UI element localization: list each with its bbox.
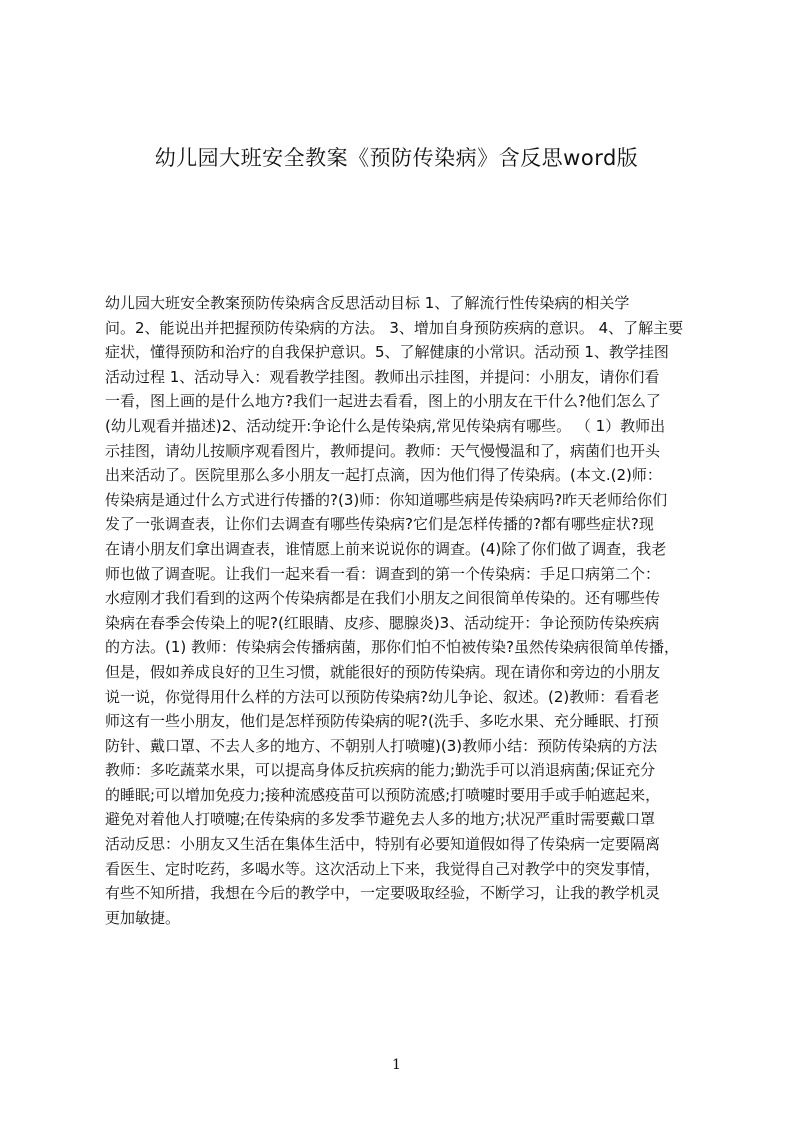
body-line: 师也做了调查呢。让我们一起来看一看：调查到的第一个传染病：手足口病第二个：: [105, 564, 661, 583]
document-body: [105, 291, 702, 930]
body-line: 问。2、能说出并把握预防传染病的方法。 3、增加自身预防疾病的意识。 4、了解主要: [105, 318, 684, 337]
page-number: 1: [392, 1057, 401, 1073]
body-line: 但是，假如养成良好的卫生习惯，就能很好的预防传染病。现在请你和旁边的小朋友: [105, 662, 661, 681]
body-line: 水痘刚才我们看到的这两个传染病都是在我们小朋友之间很简单传染的。还有哪些传: [105, 589, 661, 608]
body-line: 看医生、定时吃药，多喝水等。这次活动上下来，我觉得自己对教学中的突发事情，: [105, 859, 661, 878]
body-line: 更加敏捷。: [105, 908, 181, 927]
body-line: (幼儿观看并描述)2、活动绽开:争论什么是传染病,常见传染病有哪些。 （ 1）教师出: [105, 416, 666, 435]
body-line: 发了一张调查表，让你们去调查有哪些传染病?它们是怎样传播的?都有哪些症状?现: [105, 515, 654, 534]
body-line: 示挂图，请幼儿按顺序观看图片，教师提问。教师：天气慢慢温和了，病菌们也开头: [105, 441, 661, 460]
body-line: 说一说，你觉得用什么样的方法可以预防传染病?幼儿争论、叙述。(2)教师：看看老: [105, 687, 660, 706]
body-line: 症状，懂得预防和治疗的自我保护意识。5、了解健康的小常识。活动预 1、教学挂图: [105, 343, 669, 362]
body-line: 活动过程 1、活动导入：观看教学挂图。教师出示挂图，并提问：小朋友，请你们看: [105, 367, 660, 386]
body-line: 避免对着他人打喷嚏;在传染病的多发季节避免去人多的地方;状况严重时需要戴口罩: [105, 810, 656, 829]
body-line: 染病在春季会传染上的呢?(红眼睛、皮疹、腮腺炎)3、活动绽开：争论预防传染疾病: [105, 613, 660, 632]
body-line: 出来活动了。医院里那么多小朋友一起打点滴，因为他们得了传染病。(本文.(2)师：: [105, 466, 662, 485]
body-line: 有些不知所措，我想在今后的教学中，一定要吸取经验，不断学习，让我的教学机灵: [105, 884, 661, 903]
body-line: 师这有一些小朋友，他们是怎样预防传染病的呢?(洗手、多吃水果、充分睡眠、打预: [105, 712, 659, 731]
body-line: 的方法。(1) 教师：传染病会传播病菌，那你们怕不怕被传染?虽然传染病很简单传播，: [105, 638, 679, 657]
body-line: 一看，图上画的是什么地方?我们一起进去看看，图上的小朋友在干什么?他们怎么了: [105, 392, 661, 411]
body-line: 教师：多吃蔬菜水果，可以提高身体反抗疾病的能力;勤洗手可以消退病菌;保证充分: [105, 761, 656, 780]
body-line: 传染病是通过什么方式进行传播的?(3)师：你知道哪些病是传染病吗?昨天老师给你们: [105, 490, 668, 509]
body-line: 活动反思：小朋友又生活在集体生活中，特别有必要知道假如得了传染病一定要隔离: [105, 835, 661, 854]
body-line: 幼儿园大班安全教案预防传染病含反思活动目标 1、了解流行性传染病的相关学: [105, 294, 630, 312]
body-line: 在请小朋友们拿出调查表，谁情愿上前来说说你的调查。(4)除了你们做了调查，我老: [105, 539, 667, 558]
body-line: 的睡眠;可以增加免疫力;接种流感疫苗可以预防流感;打喷嚏时要用手或手帕遮起来，: [105, 785, 661, 804]
document-title: 幼儿园大班安全教案《预防传染病》含反思word版: [154, 146, 639, 170]
body-line: 防针、戴口罩、不去人多的地方、不朝别人打喷嚏)(3)教师小结：预防传染病的方法: [105, 736, 658, 755]
